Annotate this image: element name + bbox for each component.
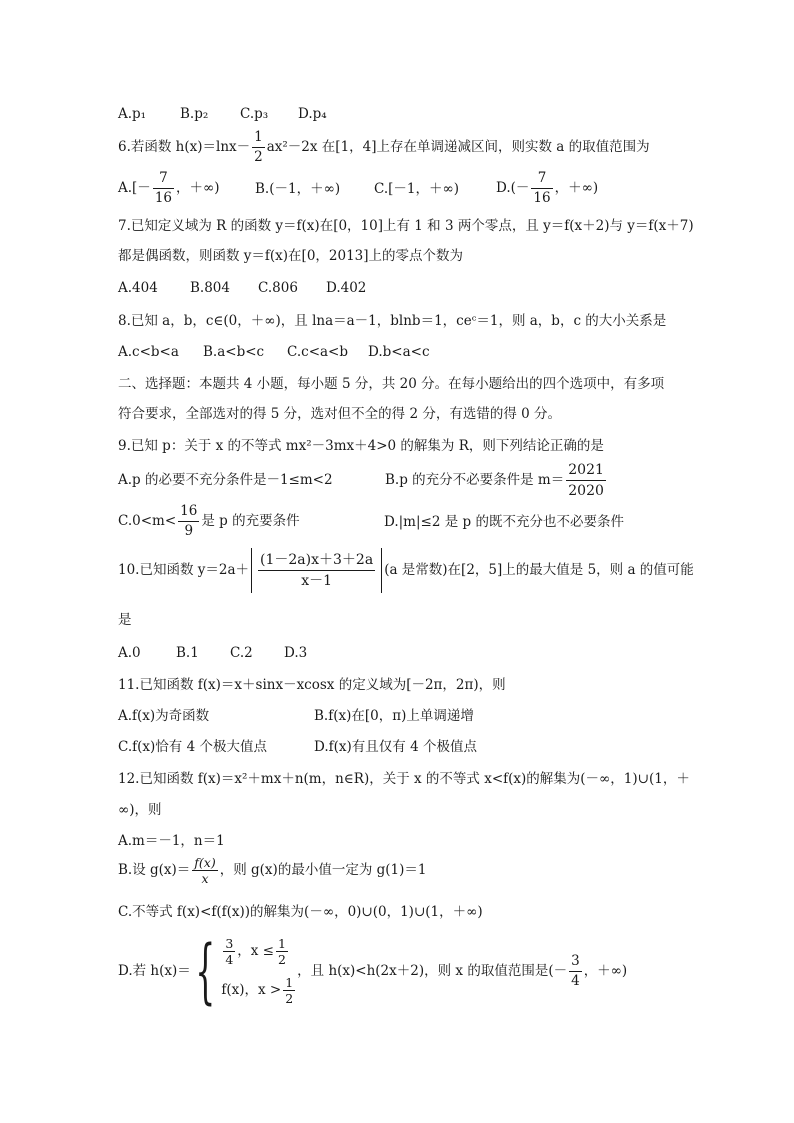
q10-absolute-value: $\frac{(1-2a)x+3+2a}{x-1}$	[251, 548, 382, 593]
q10-option-b: B.1	[176, 645, 199, 661]
q5-option-d: D.p₄	[298, 106, 327, 122]
q7-option-b: B.804	[190, 280, 230, 296]
q11-option-a: A.f(x)为奇函数	[118, 708, 210, 724]
q12-option-c: C.不等式 f(x)<f(f(x))的解集为(－∞，0)∪(0，1)∪(1，＋∞)	[118, 904, 483, 920]
q5-option-b: B.p₂	[180, 106, 209, 122]
q12-option-b: B.设 g(x)＝ $\frac{f(x)}{x}$ ，则 g(x)的最小值一定为 g(1)＝1	[118, 855, 427, 886]
q9-option-c: C.0<m< $\frac{16}{9}$ 是 p 的充要条件	[118, 503, 300, 539]
q11-stem: 11.已知函数 f(x)＝x＋sinx－xcosx 的定义域为[－2π，2π)，则	[118, 677, 506, 693]
q10-option-c: C.2	[230, 645, 253, 661]
q10-stem: 10.已知函数 y＝2a＋ $\frac{(1-2a)x+3+2a}{x-1}$ (a 是常数)在[2，5]上的最大值是 5，则 a 的值可能	[118, 548, 694, 593]
q9-option-d: D.|m|≤2 是 p 的既不充分也不必要条件	[384, 514, 624, 530]
q8-option-a: A.c<b<a	[118, 344, 179, 360]
q10-option-d: D.3	[284, 645, 308, 661]
q7-option-c: C.806	[258, 280, 298, 296]
q5-option-c: C.p₃	[240, 106, 269, 122]
q9-option-b: B.p 的充分不必要条件是 m＝ $\frac{2021}{2020}$	[385, 462, 604, 499]
q10-stem-line2: 是	[118, 612, 132, 628]
q6-option-c: C.[－1，＋∞)	[374, 181, 460, 197]
q8-option-b: B.a<b<c	[203, 344, 265, 360]
q6-option-a: A.[－ $\frac{7}{16}$ ，＋∞)	[118, 170, 220, 206]
q12-option-d: D.若 h(x)＝{ $\frac{3}{4}$ ，x ≤ $\frac{1}{2}$ f(x)，x > $\frac{1}{2}$ ，且 h(x)<h(2x＋2)，则 x 的取值范围是(－ $\frac{3}{4}$ ，＋∞)	[118, 930, 628, 1012]
q8-option-d: D.b<a<c	[368, 344, 430, 360]
q6-option-b: B.(－1，＋∞)	[255, 181, 341, 197]
q7-stem-line2: 都是偶函数，则函数 y＝f(x)在[0，2013]上的零点个数为	[118, 248, 464, 264]
q12-piecewise-brace: {	[195, 930, 216, 1012]
q11-option-c: C.f(x)恰有 4 个极大值点	[118, 739, 267, 755]
q6-stem: 6.若函数 h(x)＝lnx－ $\frac{1}{2}$ ax²－2x 在[1，4]上存在单调递减区间，则实数 a 的取值范围为	[118, 129, 650, 165]
q7-option-a: A.404	[118, 280, 158, 296]
section2-heading-line2: 符合要求，全部选对的得 5 分，选对但不全的得 2 分，有选错的得 0 分。	[118, 406, 562, 422]
q11-option-d: D.f(x)有且仅有 4 个极值点	[314, 739, 477, 755]
q12-option-a: A.m＝－1，n＝1	[118, 833, 225, 849]
q10-option-a: A.0	[118, 645, 141, 661]
q7-option-d: D.402	[326, 280, 367, 296]
q5-option-a: A.p₁	[118, 106, 147, 122]
q8-stem: 8.已知 a，b，c∈(0，＋∞)，且 lna＝a－1，blnb＝1，ceᶜ＝1，则 a，b，c 的大小关系是	[118, 313, 667, 329]
q11-option-b: B.f(x)在[0，π)上单调递增	[314, 708, 474, 724]
q9-option-a: A.p 的必要不充分条件是－1≤m<2	[118, 472, 333, 488]
q6-option-d: D.(－ $\frac{7}{16}$ ，＋∞)	[496, 170, 599, 206]
q6-fraction: $\frac{1}{2}$	[254, 129, 263, 165]
q12-stem-line2: ∞)，则	[118, 802, 162, 818]
q9-stem: 9.已知 p：关于 x 的不等式 mx²－3mx＋4>0 的解集为 R，则下列结论正确的是	[118, 438, 604, 454]
q7-stem-line1: 7.已知定义域为 R 的函数 y＝f(x)在[0，10]上有 1 和 3 两个零点，且 y＝f(x＋2)与 y＝f(x＋7)	[118, 218, 694, 234]
section2-heading-line1: 二、选择题：本题共 4 小题，每小题 5 分，共 20 分。在每小题给出的四个选项中，有多项	[118, 376, 665, 392]
q8-option-c: C.c<a<b	[287, 344, 349, 360]
q12-piecewise-cases: $\frac{3}{4}$ ，x ≤ $\frac{1}{2}$ f(x)，x > $\frac{1}{2}$	[221, 936, 294, 1006]
q12-stem-line1: 12.已知函数 f(x)＝x²＋mx＋n(m，n∈R)，关于 x 的不等式 x<f(x)的解集为(－∞，1)∪(1，＋	[118, 771, 690, 787]
